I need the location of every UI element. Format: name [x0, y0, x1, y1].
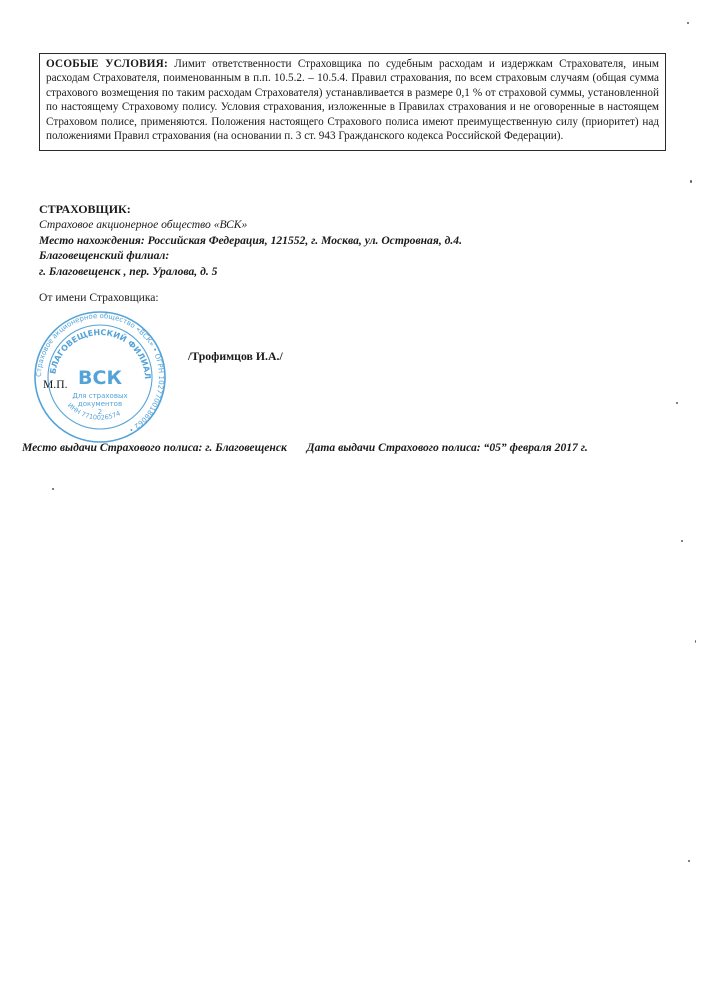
- scan-speck: [695, 640, 696, 643]
- on-behalf-label: От имени Страховщика:: [39, 291, 159, 304]
- issue-line: [22, 441, 588, 454]
- issue-date-month: февраля: [509, 441, 552, 454]
- scan-speck: [687, 22, 689, 24]
- scan-speck: [688, 860, 690, 862]
- special-conditions-heading: ОСОБЫЕ УСЛОВИЯ:: [46, 58, 168, 70]
- insurer-branch-label: Благовещенский филиал:: [39, 249, 170, 263]
- insurer-location-value: Российская Федерация, 121552, г. Москва, ул. Островная, д.4.: [147, 233, 462, 247]
- issue-date-label: Дата выдачи Страхового полиса:: [306, 441, 481, 454]
- issue-place-value: г. Благовещенск: [205, 441, 287, 454]
- seal-number: 2: [97, 408, 103, 416]
- scan-speck: [676, 402, 678, 404]
- seal-place-label: М.П.: [43, 378, 68, 391]
- insurer-heading: СТРАХОВЩИК:: [39, 202, 131, 216]
- signer-name: /Трофимцов И.А./: [188, 349, 283, 363]
- issue-date-day: “05”: [483, 441, 507, 454]
- issue-date-suffix: г.: [580, 441, 588, 454]
- insurer-company-name: Страховое акционерное общество «ВСК»: [39, 218, 248, 232]
- seal-inn-text: ИНН 7710026574: [65, 401, 122, 422]
- scan-speck: [690, 180, 692, 183]
- issue-date-year: 2017: [554, 441, 578, 454]
- special-conditions-box: [39, 53, 666, 151]
- seal-purpose-line1: Для страховых: [72, 392, 128, 400]
- special-conditions-text: Лимит ответственности Страховщика по судебным расходам и издержкам Страхователя, иным расходам Страхователя, поименованным в п.п. 10.5.2. – 10.5.4. Правил страхования, по всем страховым случаям (общая сумма страхового возмещения по таким расходам Страхователя) устанавливается в размере 0,1 % от страховой суммы, установленной по настоящему Страховому полису. Условия страхования, изложенные в Правилах страхования и не оговоренные в настоящем Страховом полисе, применяются. Положения настоящего Страхового полиса имеют преимущественную силу (приоритет) над положениями Правил страхования (на основании п. 3 ст. 943 Гражданского кодекса Российской Федерации).: [46, 58, 659, 143]
- seal-branch-text: БЛАГОВЕЩЕНСКИЙ ФИЛИАЛ: [48, 327, 153, 380]
- seal-purpose-line2: документов: [77, 400, 123, 408]
- company-seal-stamp: [33, 310, 167, 444]
- issue-place-label: Место выдачи Страхового полиса:: [22, 441, 203, 454]
- insurer-location-label: Место нахождения:: [39, 233, 145, 247]
- seal-outer-text: Страховое акционерное общество «ВСК» • ОГРН 1027700186062 •: [34, 311, 166, 434]
- seal-logo: ВСК: [78, 367, 122, 389]
- scan-speck: [681, 540, 683, 542]
- insurer-branch-address: г. Благовещенск , пер. Уралова, д. 5: [39, 264, 218, 278]
- scan-speck: [52, 488, 54, 490]
- insurer-block: [39, 202, 659, 279]
- insurer-location: [39, 233, 659, 248]
